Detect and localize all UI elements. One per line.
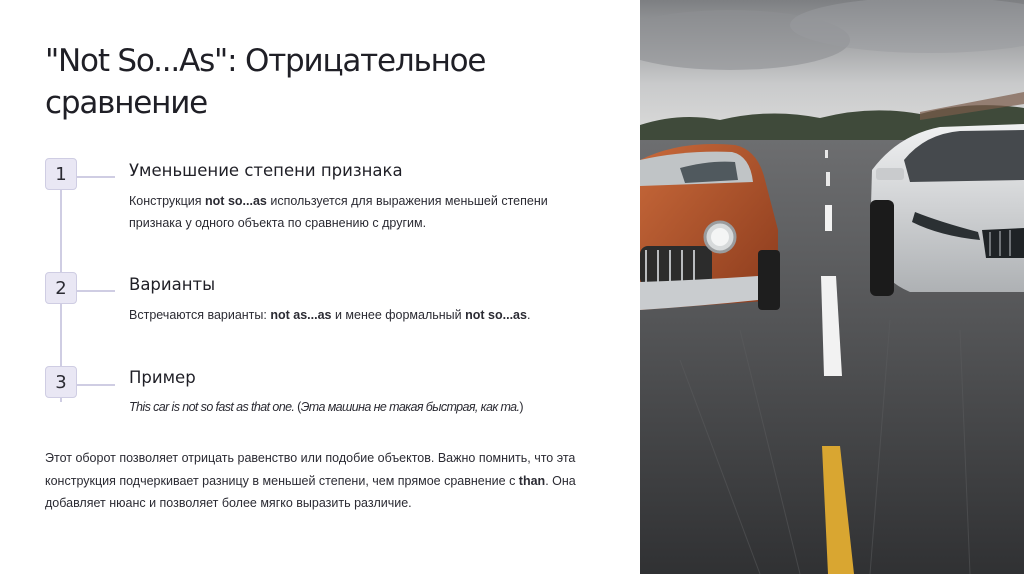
step-connector-1 [77,176,115,178]
construction-not-so-as: not so...as [205,194,267,208]
step-title-2: Варианты [129,275,216,294]
summary-text-end: . Она добавляет нюанс и позволяет более мягко выразить различие. [45,473,576,510]
step-number-2: 2 [45,272,77,304]
step-title-1: Уменьшение степени признака [129,161,403,180]
step-text-2-part: Встречаются варианты: [129,308,271,322]
example-close-paren: ) [519,400,523,414]
step-text-1 [129,190,599,234]
variant-not-as-as: not as...as [270,308,332,322]
step-number-1: 1 [45,158,77,190]
step-connector-2 [77,290,115,292]
variant-not-so-as: not so...as [465,308,527,322]
step-text-3 [129,396,599,418]
step-connector-3 [77,384,115,386]
cars-racetrack-photo [640,0,1024,574]
old-car-icon [640,144,780,310]
example-russian: Эта машина не такая быстрая, как та. [300,400,520,414]
step-text-2 [129,304,599,326]
step-text-1-rest: используется для выражения меньшей степени признака у одного объекта по сравнению с другим. [129,194,548,230]
modern-car-icon [870,124,1024,296]
example-english: This car is not so fast as that one. [129,400,295,414]
step-text-2-end: . [526,308,531,322]
step-text-1-part: Конструкция [129,194,206,208]
summary-text: Этот оборот позволяет отрицать равенство или подобие объектов. Важно помнить, что эта конструкция подчеркивает разницу в меньшей степени, чем прямое сравнение с [45,451,576,488]
step-title-3: Пример [129,368,196,387]
step-text-2-middle: и менее формальный [331,308,466,322]
summary-paragraph [45,447,605,515]
summary-than: than [518,473,546,488]
step-number-3: 3 [45,366,77,398]
slide-title: "Not So...As": Отрицательное сравнение [45,43,486,121]
example-open-paren: ( [294,400,301,414]
